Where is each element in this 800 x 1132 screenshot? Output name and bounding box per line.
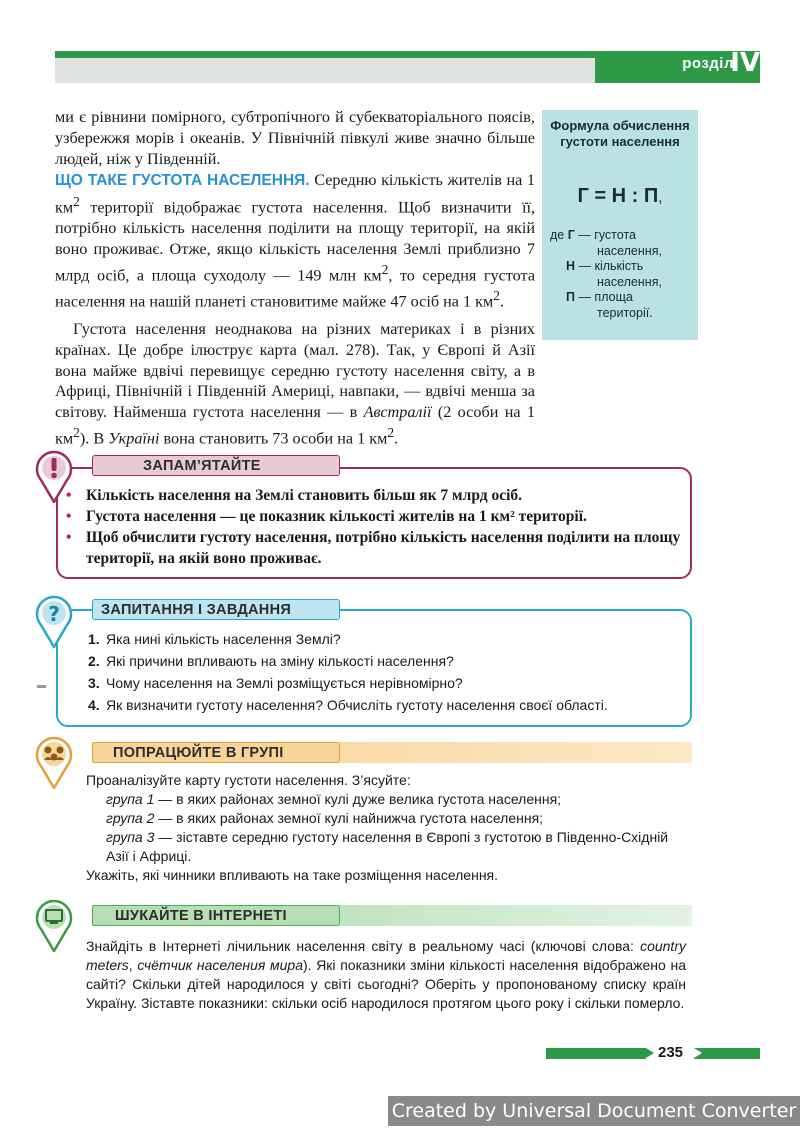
list-item: • Кількість населення на Землі становить більш як 7 млрд осіб. <box>62 485 682 506</box>
internet-text <box>86 937 686 1013</box>
item-text: Як визначити густоту населення? Обчисліть густоту населення своєї області. <box>106 697 608 713</box>
legend-prefix: де <box>550 228 568 242</box>
text-run: . <box>500 292 505 311</box>
section-label: розділ <box>682 55 734 72</box>
legend-letter: Н <box>566 259 576 273</box>
item-text: Чому населення на Землі розміщується нерівномірно? <box>106 675 463 691</box>
text-run: (2 особи на 1 км <box>55 403 536 448</box>
remember-list <box>62 485 682 569</box>
legend-g <box>550 228 690 244</box>
group-task: — в яких районах земної кулі найнижча густота населення; <box>154 810 544 826</box>
question-pin-icon <box>35 594 73 648</box>
internet-title: ШУКАЙТЕ В ІНТЕРНЕТІ <box>92 905 340 926</box>
italic-term: Україні <box>108 429 160 448</box>
superscript: 2 <box>381 261 389 277</box>
formula-expression <box>542 185 698 208</box>
superscript: 2 <box>73 193 80 209</box>
item-number: 4. <box>88 697 100 713</box>
group-label: група 3 <box>106 829 155 845</box>
text-run: Знайдіть в Інтернеті лічильник населення світу в реальному часі (ключові слова: <box>86 938 641 954</box>
svg-text:?: ? <box>48 602 60 626</box>
section-heading: ЩО ТАКЕ ГУСТОТА НАСЕЛЕННЯ. <box>55 172 310 189</box>
group-text <box>86 771 686 885</box>
legend-n <box>550 259 690 275</box>
legend-n-cont: населення, <box>597 274 662 289</box>
paragraph-density <box>55 319 535 449</box>
group-pin-icon <box>35 735 73 789</box>
group-intro: Проаналізуйте карту густоти населення. З’ясуйте: <box>86 772 411 788</box>
questions-title: ЗАПИТАННЯ І ЗАВДАННЯ <box>92 599 340 620</box>
group-task: — в яких районах земної кулі дуже велика густота населення; <box>154 791 562 807</box>
item-text: Які причини впливають на зміну кількості населення? <box>106 653 454 669</box>
formula-comma: , <box>658 189 663 206</box>
keyword: country meters <box>86 938 686 973</box>
item-text: Яка нині кількість населення Землі? <box>106 631 341 647</box>
watermark: Created by Universal Document Converter <box>388 1096 800 1126</box>
group-outro: Укажіть, які чинники впливають на таке розміщення населення. <box>86 867 499 883</box>
superscript: 2 <box>73 424 80 440</box>
superscript: 2 <box>387 424 395 440</box>
list-item: • Густота населення — це показник кількості жителів на 1 км² території. <box>62 506 682 527</box>
footer-arrow-notch <box>694 1048 702 1058</box>
keyword: счётчик населения мира <box>137 957 303 973</box>
formula-title: Формула обчислення густоти населення <box>550 118 690 149</box>
text-run: вона становить 73 особи на 1 км <box>159 429 388 448</box>
group-item-2 <box>86 809 686 828</box>
text-run: . <box>394 429 399 448</box>
group-task: — зіставте середню густоту населення в Європі з густотою в Південно-Східній Азії і Африці. <box>106 829 669 864</box>
list-item <box>88 694 608 716</box>
italic-term: Австралії <box>363 403 432 422</box>
text-run: Густота населення неоднакова на різних материках і в різних країнах. Це добре ілюструє карта (мал. 278). Так, у Європі й Азії вона майже вдвічі перевищує середню густоту населення світу, а в Африці, Північній і Південній Америці, навпаки, — вдвічі менша за світову. Найменша густота населення — в <box>55 320 535 422</box>
text-run: ). Які показники зміни кількості населення відображено на сайті? Скільки дітей народилося у світі сьогодні? Оберіть у пропонованому списку країн Україну. Зіставте показники: скільки осіб народилося протягом цього року і скільки померло. <box>86 957 686 1011</box>
questions-list <box>88 628 608 716</box>
text-run: території відображає густота населення. Щоб визначити її, потрібно кількість населення поділити на площу території, на якій воно проживає. Отже, якщо кількість населення Землі приблизно 7 млрд осіб, а площа суходолу — 149 млн км <box>55 198 535 284</box>
text-run: , <box>128 957 138 973</box>
item-number: 2. <box>88 653 100 669</box>
group-item-1 <box>86 790 686 809</box>
text-run: ). В <box>79 429 109 448</box>
footer-bar-left <box>546 1048 646 1059</box>
legend-p <box>550 290 690 306</box>
paragraph-definition <box>55 170 535 312</box>
list-item: • Щоб обчислити густоту населення, потрібно кількість населення поділити на площу території, на якій воно проживає. <box>62 527 682 569</box>
remember-title: ЗАПАМ’ЯТАЙТЕ <box>92 455 340 476</box>
legend-p-cont: території. <box>597 305 653 320</box>
legend-letter: Г <box>567 228 575 242</box>
formula-box <box>542 110 698 340</box>
group-label: група 1 <box>106 791 155 807</box>
group-item-3 <box>86 828 686 866</box>
item-number: 3. <box>88 675 100 691</box>
footer-arrow <box>646 1048 654 1058</box>
text-run: Середню кількість жителів на 1 км <box>55 171 536 217</box>
header-gray-strip <box>55 58 595 83</box>
section-number: IV <box>730 48 760 78</box>
legend-text: — кількість <box>575 259 644 273</box>
list-item <box>88 628 608 650</box>
formula-legend <box>550 228 690 321</box>
margin-dash <box>37 685 46 688</box>
paragraph-intro: ми є рівнини помірного, субтропічного й субекваторіального поясів, узбережжя морів і океанів. У Північній півкулі живе значно більше людей, ніж у Південній. <box>55 108 535 168</box>
text-run: , то середня густота населення на нашій планеті становитиме майже 47 осіб на 1 км <box>55 265 536 311</box>
group-label: група 2 <box>106 810 155 826</box>
footer-bar-right <box>694 1048 760 1059</box>
formula-text: Г = Н : П <box>577 185 659 207</box>
superscript: 2 <box>493 287 500 303</box>
list-item <box>88 650 608 672</box>
list-item <box>88 672 608 694</box>
legend-text: — густота <box>574 228 636 242</box>
computer-pin-icon <box>35 898 73 952</box>
legend-letter: П <box>566 290 575 304</box>
group-title: ПОПРАЦЮЙТЕ В ГРУПІ <box>92 742 340 763</box>
item-number: 1. <box>88 631 100 647</box>
legend-text: — площа <box>574 290 633 304</box>
page-number: 235 <box>658 1044 684 1061</box>
legend-g-cont: населення, <box>597 243 662 258</box>
